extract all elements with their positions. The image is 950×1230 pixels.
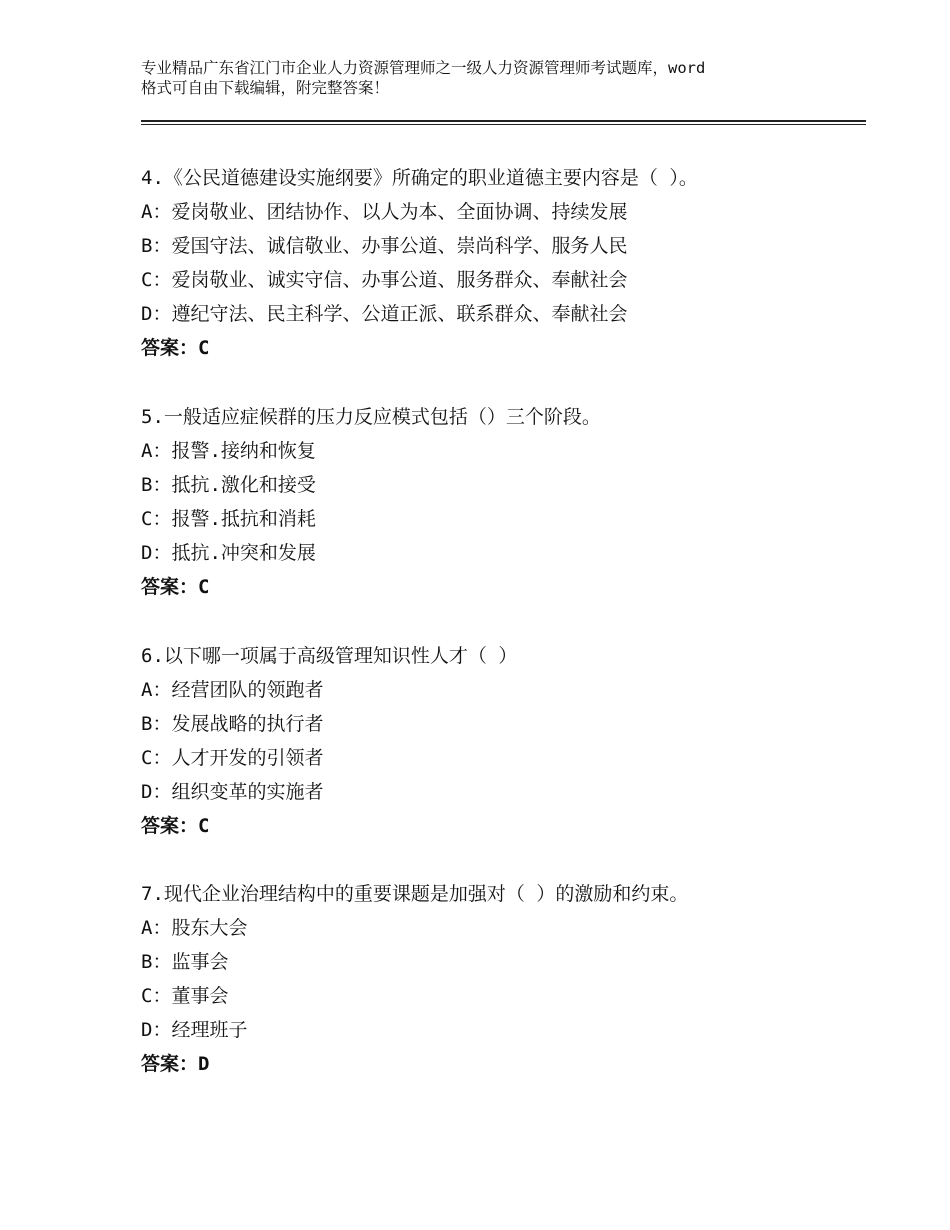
header-divider-thick <box>141 120 866 122</box>
question-stem: 5.一般适应症候群的压力反应模式包括（）三个阶段。 <box>141 406 601 428</box>
option-c: C：爱岗敬业、诚实守信、办事公道、服务群众、奉献社会 <box>141 269 628 291</box>
answer-value: D <box>198 1053 210 1075</box>
document-header <box>141 58 841 98</box>
option-c: C：董事会 <box>141 985 229 1007</box>
answer-value: C <box>198 576 210 598</box>
answer-line <box>141 809 861 843</box>
answer-label: 答案： <box>141 1053 199 1075</box>
answer-value: C <box>198 337 210 359</box>
answer-line <box>141 570 861 604</box>
option-a: A：报警.接纳和恢复 <box>141 440 316 462</box>
question-4 <box>141 161 861 365</box>
answer-label: 答案： <box>141 815 199 837</box>
header-line-2: 格式可自由下载编辑，附完整答案！ <box>141 79 390 97</box>
answer-label: 答案： <box>141 576 199 598</box>
option-b: B：抵抗.激化和接受 <box>141 474 316 496</box>
option-b: B：爱国守法、诚信敬业、办事公道、崇尚科学、服务人民 <box>141 235 628 257</box>
question-6 <box>141 639 861 843</box>
answer-value: C <box>198 815 210 837</box>
answer-label: 答案： <box>141 337 199 359</box>
answer-line <box>141 331 861 365</box>
question-stem: 7.现代企业治理结构中的重要课题是加强对（ ）的激励和约束。 <box>141 883 689 905</box>
option-a: A：爱岗敬业、团结协作、以人为本、全面协调、持续发展 <box>141 201 628 223</box>
option-a: A：股东大会 <box>141 917 248 939</box>
header-divider-thin <box>141 124 866 125</box>
question-7 <box>141 877 861 1081</box>
header-line-1: 专业精品广东省江门市企业人力资源管理师之一级人力资源管理师考试题库，word <box>141 59 706 77</box>
option-c: C：报警.抵抗和消耗 <box>141 508 316 530</box>
option-d: D：组织变革的实施者 <box>141 781 324 803</box>
option-d: D：经理班子 <box>141 1019 248 1041</box>
option-c: C：人才开发的引领者 <box>141 747 324 769</box>
option-b: B：监事会 <box>141 951 229 973</box>
option-b: B：发展战略的执行者 <box>141 713 324 735</box>
question-stem: 6.以下哪一项属于高级管理知识性人才（ ） <box>141 645 518 667</box>
answer-line <box>141 1047 861 1081</box>
option-d: D：遵纪守法、民主科学、公道正派、联系群众、奉献社会 <box>141 303 628 325</box>
option-d: D：抵抗.冲突和发展 <box>141 542 316 564</box>
option-a: A：经营团队的领跑者 <box>141 679 324 701</box>
question-stem: 4.《公民道德建设实施纲要》所确定的职业道德主要内容是（ ）。 <box>141 167 698 189</box>
question-5 <box>141 400 861 604</box>
